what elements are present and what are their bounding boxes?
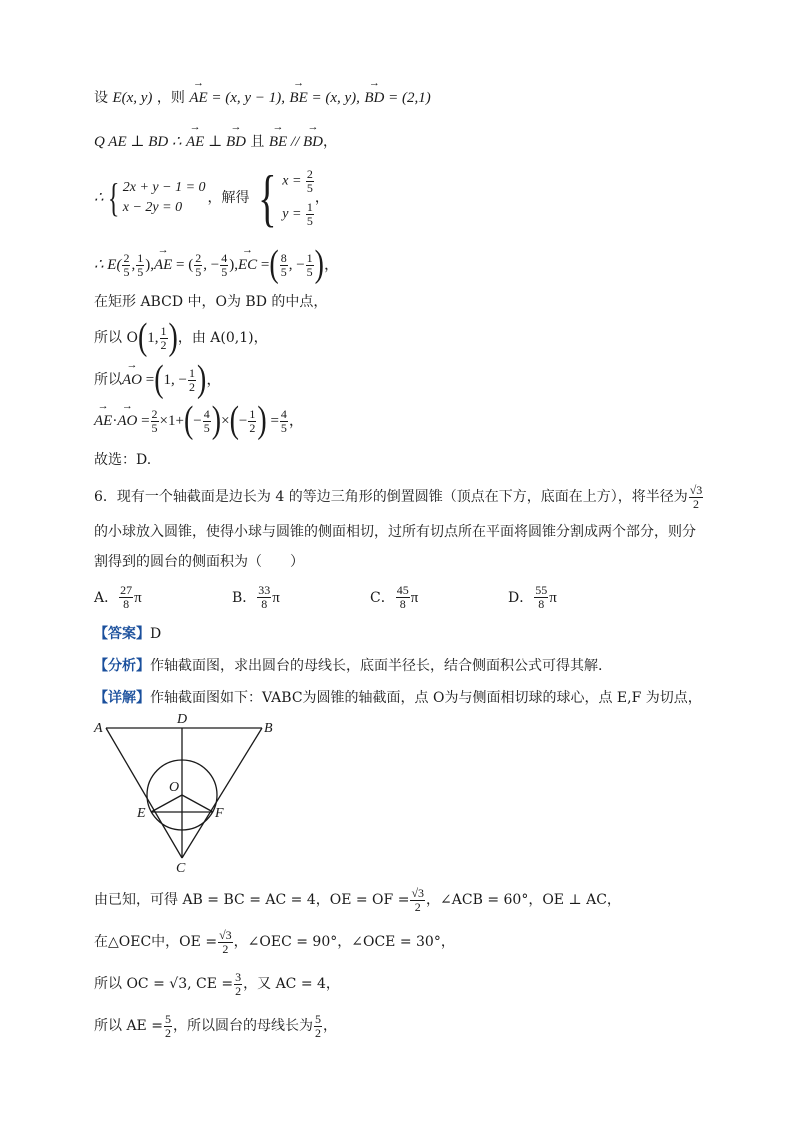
detail-d2 [94,924,455,960]
text: 在△OEC中，OE = [94,934,218,950]
analysis-line [94,656,602,676]
math: = (x, y), [307,90,360,106]
detail-text: 作轴截面图如下：VABC为圆锥的轴截面，点 O为与侧面相切球的球心，点 E,F 为切点， [150,690,702,706]
fraction: $\frac{33}{8}$ [258,583,271,611]
vector-AO: → AO [122,370,142,390]
text: ，所以圆台的母线长为 [172,1018,313,1034]
fraction: $\frac{√3}{2}$ [411,885,425,914]
text: ，又 AC = 4， [243,976,340,992]
fraction: $\frac{1}{5}$ [137,250,144,279]
text: 所以 OC = √3, CE = [94,976,234,992]
fraction: $\frac{4}{5}$ [221,250,228,279]
fraction: $\frac{2}{5}$ [306,167,313,195]
fraction: $\frac{45}{8}$ [396,583,409,611]
label-F: F [215,806,224,821]
text: 故选：D. [94,452,152,468]
question-text: 6．现有一个轴截面是边长为 4 的等边三角形的倒置圆锥（顶点在下方，底面在上方），将半径为 [94,489,688,505]
detail-tag: 【详解】 [94,690,150,706]
vector-AO: → AO [117,411,137,431]
equation: x − 2y = 0 [122,200,183,215]
fraction: $\frac{3}{2}$ [235,969,242,998]
segment-BC [182,728,262,858]
option-label: C． [370,589,395,606]
math: // [287,134,304,150]
fraction: $\frac{5}{2}$ [314,1011,321,1040]
line-system [94,164,329,232]
text: 所以 O [94,330,138,346]
vector-BD: → BD [226,132,246,152]
vector-AE: → AE [186,132,204,152]
answer-value: D [150,626,162,642]
vector-BE: → BE [289,88,307,108]
answer-tag: 【答案】 [94,626,150,642]
label-B: B [264,721,273,736]
text: 由已知，可得 AB = BC = AC = 4，OE = OF = [94,892,410,908]
line-perp [94,132,337,152]
math: Q AE ⊥ BD ∴ [94,134,182,150]
fraction: $\frac{1}{2}$ [249,406,256,435]
line-rectangle [94,292,327,312]
text: ，则 [156,90,185,106]
line-dot-product: → AE · → AO = $\frac{2}{5}$ ×1+ ( − $\frac{4}{5}$ ) × ( − $\frac{1}{2}$ ) = $\frac{4}{5}$ ， [94,404,304,438]
text: ， [322,1018,337,1034]
text: 所以 [94,372,122,388]
option-label: A． [94,589,119,606]
math: x = [282,173,305,189]
option-a[interactable]: A． $\frac{27}{8}$ π [94,583,142,611]
fraction: $\frac{1}{5}$ [306,200,313,228]
fraction: $\frac{√3}{2}$ [689,482,703,511]
vector-BE: → BE [269,132,287,152]
text: ，解得 [207,190,250,206]
question-text: 割得到的圆台的侧面积为（ ） [94,554,304,570]
math: E(x, y) [112,90,153,106]
q6-line2 [94,522,696,542]
math: ⊥ [204,134,226,150]
label-C: C [176,861,186,876]
fraction: $\frac{2}{5}$ [151,406,158,435]
fraction: $\frac{4}{5}$ [203,406,210,435]
line-AO: 所以 → AO = ( 1, − $\frac{1}{2}$ ) ， [94,364,221,396]
equation: 2x + y − 1 = 0 [122,180,206,195]
q6-line3 [94,552,304,572]
option-label: D． [508,589,534,606]
equation-system: { 2x + y − 1 = 0 x − 2y = 0 [107,175,206,220]
math: y = [282,206,305,222]
math: = (x, y − 1), [207,90,285,106]
label-O: O [169,780,180,795]
fraction: $\frac{1}{5}$ [306,250,313,279]
detail-d4 [94,1008,337,1044]
answer-line [94,624,161,644]
line-O-coords: 所以 O ( 1, $\frac{1}{2}$ ) ，由 A(0,1)， [94,316,268,359]
line-choose [94,450,151,470]
fraction: $\frac{2}{5}$ [123,250,130,279]
analysis-tag: 【分析】 [94,658,150,674]
label-A: A [94,721,103,736]
text: 在矩形 ABCD 中，O为 BD 的中点， [94,294,328,310]
label-E: E [137,806,146,821]
text: ， [314,190,329,206]
detail-line [94,688,702,708]
vector-BD: → BD [364,88,384,108]
vector-EC: → EC [238,255,257,275]
text: ， [323,134,338,150]
segment-OE [151,795,182,812]
cone-cross-section-diagram [90,712,280,878]
text: 且 [245,134,269,150]
fraction: $\frac{1}{2}$ [189,365,196,394]
option-c[interactable]: C． $\frac{45}{8}$ π [370,583,419,611]
option-d[interactable]: D． $\frac{55}{8}$ π [508,583,557,611]
text: ，∠ACB = 60°，OE ⊥ AC， [426,892,621,908]
detail-d3 [94,966,340,1002]
q6-line1 [94,480,704,514]
fraction: $\frac{√3}{2}$ [219,927,232,956]
text: ，由 A(0,1)， [177,330,268,346]
fraction: $\frac{55}{8}$ [535,583,548,611]
text: 设 [94,90,108,106]
fraction: $\frac{27}{8}$ [120,583,133,611]
label-D: D [177,712,188,727]
vector-BD: → BD [303,132,323,152]
detail-d1 [94,882,621,918]
segment-OF [182,795,213,812]
math: = (2,1) [384,90,431,106]
vector-AE: → AE [154,255,172,275]
analysis-text: 作轴截面图，求出圆台的母线长，底面半径长，结合侧面积公式可得其解. [150,658,603,674]
question-text: 的小球放入圆锥，使得小球与圆锥的侧面相切，过所有切点所在平面将圆锥分割成两个部分，则分 [94,524,696,540]
fraction: $\frac{4}{5}$ [280,406,287,435]
fraction: $\frac{1}{2}$ [160,323,167,352]
vector-AE: → AE [94,411,112,431]
line-set-E [94,88,431,108]
fraction: $\frac{8}{5}$ [280,250,287,279]
option-label: B． [232,589,257,606]
math: ∴ E( [94,257,122,273]
option-b[interactable]: B． $\frac{33}{8}$ π [232,583,280,611]
text: 所以 AE = [94,1018,163,1034]
text: ，∠OEC = 90°，∠OCE = 30°， [233,934,455,950]
solution-system: { x = $\frac{2}{5}$ y = $\frac{1}{5}$ [257,162,313,233]
fraction: $\frac{5}{2}$ [164,1011,171,1040]
math: ∴ [94,190,104,206]
fraction: $\frac{2}{5}$ [195,250,202,279]
line-E-coords: ∴ E( $\frac{2}{5}$ , $\frac{1}{5}$ ), → AE = ( $\frac{2}{5}$ , − $\frac{4}{5}$ ), → EC = ( $\frac{8}{5}$ , − $\frac{1}{5}$ ) ， [94,250,339,280]
vector-AE: → AE [189,88,207,108]
